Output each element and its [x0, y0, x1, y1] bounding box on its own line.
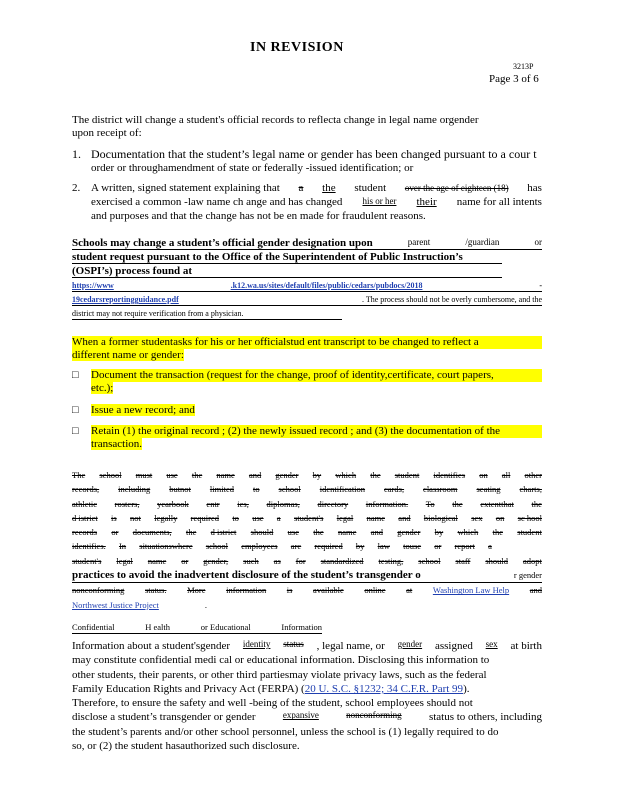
heading-word: H ealth [145, 622, 171, 632]
deleted-row-5 [72, 525, 542, 539]
deleted-word: and [529, 585, 542, 596]
deleted-word: name [337, 527, 357, 538]
intro-paragraph [72, 114, 542, 140]
deleted-word: the [185, 527, 197, 538]
deleted-word: More [187, 585, 206, 596]
ferpa-citation-link[interactable]: 20 U. S.C. §1232; 34 C.F.R. Part 99 [304, 682, 464, 695]
deleted-word: legally [154, 512, 178, 523]
deleted-word: school [418, 555, 441, 566]
list-item-2-line-3: and purposes and that the change has not be en made for fraudulent reasons. [91, 210, 426, 222]
deleted-word: sc hool [517, 512, 542, 523]
deleted-word: limited [209, 484, 234, 495]
list-item-1-line-1: Documentation that the student’s legal name or gender has been changed pursuant to a cour t [91, 147, 537, 161]
bullet-icon: □ [72, 404, 79, 416]
deleted-word: such [243, 555, 259, 566]
deleted-word: biological [423, 512, 458, 523]
paragraph-text: , legal name, or [316, 640, 385, 652]
schools-text: district may not require verification from a physician. [72, 309, 244, 318]
paragraph-text: Family Education Rights and Privacy Act (FERPA) ( [72, 682, 305, 695]
inserted-text: gender [397, 639, 423, 649]
deleted-word: the [370, 470, 381, 480]
deleted-word: should [250, 527, 274, 538]
paragraph-text: Information about a student'sgender [72, 640, 231, 652]
deleted-word: as [273, 555, 281, 566]
deleted-word: including [118, 484, 151, 495]
deleted-row-2 [72, 482, 542, 496]
deleted-word: required [314, 541, 343, 552]
deleted-word: or [111, 527, 119, 538]
deleted-text: nonconforming [346, 710, 402, 721]
deleted-word: To [425, 498, 435, 509]
transcript-intro [72, 336, 542, 362]
confidential-line-6 [72, 710, 542, 724]
deleted-word: gender [397, 527, 421, 538]
deleted-word: d istrict [210, 527, 237, 538]
list-item-2-number: 2. [72, 182, 81, 194]
deleted-word: other [524, 470, 542, 480]
schools-url-line [72, 280, 542, 292]
deleted-word: entr [206, 498, 220, 509]
deleted-word: diplomas, [266, 498, 300, 509]
deleted-word: online [364, 585, 386, 596]
deleted-word: school [278, 484, 301, 495]
list-item-2-line-1 [91, 182, 542, 195]
schools-small-text: /guardian [465, 237, 500, 247]
deleted-word: directory [317, 498, 349, 509]
paragraph-text: ). [463, 682, 470, 695]
deleted-word: name [366, 512, 385, 523]
deleted-word: identifies [433, 470, 466, 480]
deleted-row-1 [72, 468, 542, 482]
schools-small-text: or [534, 237, 542, 247]
deleted-word: ies, [237, 498, 249, 509]
deleted-word: name [216, 470, 235, 480]
transcript-intro-line-2: different name or gender: [72, 349, 184, 361]
deleted-word: yearbook [157, 498, 189, 509]
deleted-word: use [287, 527, 299, 538]
deleted-word: cards, [384, 484, 405, 495]
paragraph-text: status to others, including [428, 711, 542, 724]
deleted-word: use [166, 470, 178, 480]
page-title: IN REVISION [250, 40, 344, 55]
inserted-text: identity [242, 639, 271, 649]
deleted-word: is [111, 512, 117, 523]
deleted-word: and [248, 470, 262, 480]
deleted-word: at [406, 585, 413, 596]
deleted-word: student's [72, 555, 102, 566]
period: . [204, 599, 207, 610]
list-item-2-text-e: name for all intents [456, 196, 542, 208]
intro-line-1: The district will change a student's official records to reflecta change in legal name orgender [72, 114, 479, 126]
bullet-item-1 [91, 369, 542, 395]
bullet-item-3 [91, 425, 542, 451]
deleted-word: and [398, 512, 411, 523]
deleted-word: use [252, 512, 264, 523]
deleted-word: which [335, 470, 357, 480]
deleted-word: and [370, 527, 383, 538]
inserted-bold-text: practices to avoid the inadvertent disclosure of the student’s transgender o [72, 569, 421, 582]
deleted-word: the [452, 498, 463, 509]
confidential-line-1 [72, 639, 542, 653]
deleted-word: rosters, [114, 498, 140, 509]
deleted-word: report [454, 541, 475, 552]
deleted-word: the [313, 527, 324, 538]
deleted-word: on [495, 512, 505, 523]
deleted-word: to [252, 484, 260, 495]
deleted-word: student's [294, 512, 324, 523]
schools-line-1 [72, 237, 542, 250]
confidential-line-3: other students, their parents, or other third partiesmay violate privacy laws, such as the federal [72, 668, 487, 681]
deleted-word: legal [336, 512, 354, 523]
deleted-word: butnot [169, 484, 191, 495]
deleted-word: name [147, 555, 167, 566]
schools-line-3: (OSPI’s) process found at [72, 265, 502, 278]
paragraph-text: disclose a student’s transgender or gender [72, 711, 256, 724]
bullet-item-1-line-2: etc.); [91, 382, 114, 394]
schools-line-5 [72, 308, 342, 320]
deleted-word: is [286, 585, 293, 596]
northwest-justice-project-link[interactable]: Northwest Justice Project [72, 599, 159, 610]
paragraph-text: assigned [434, 640, 473, 652]
deleted-word: to [232, 512, 239, 523]
ospi-link-part[interactable]: 19cedarsreportingguidance.pdf [72, 295, 179, 304]
deleted-word: student [394, 470, 420, 480]
list-item-2-text-c: has [527, 182, 542, 194]
deleted-row-6 [72, 539, 492, 553]
deleted-word: by [434, 527, 444, 538]
schools-line-2: student request pursuant to the Office of the Superintendent of Public Instruction’s [72, 251, 502, 264]
confidential-heading [72, 622, 322, 634]
deleted-text: over the age of eighteen (18) [404, 183, 509, 193]
heading-word: or Educational [200, 622, 251, 632]
bullet-item-2 [91, 404, 195, 417]
schools-text: Schools may change a student’s official gender designation upon [72, 237, 373, 249]
deleted-word: staff [455, 555, 471, 566]
deleted-word: classroom [423, 484, 458, 495]
schools-text: . The process should not be overly cumbersome, and the [361, 295, 542, 304]
list-item-2-line-2 [91, 196, 542, 209]
list-item-1-line-2: order or throughamendment of state or federally -issued identification; or [91, 162, 414, 174]
bullet-item-1-line-1: Document the transaction (request for the change, proof of identity,certificate, court papers, [91, 369, 542, 382]
deleted-word: by [355, 541, 365, 552]
deleted-word: for [295, 555, 306, 566]
deleted-word: standardized [320, 555, 364, 566]
confidential-line-5: Therefore, to ensure the safety and well -being of the student, school employees should not [72, 697, 473, 710]
deleted-word: The [72, 470, 86, 480]
deleted-word: should [485, 555, 508, 566]
deleted-text: a [298, 182, 304, 194]
deleted-word: seating [476, 484, 501, 495]
deleted-word: or [434, 541, 442, 552]
deleted-text: status [283, 639, 304, 649]
deleted-row-8 [72, 568, 542, 583]
deleted-word: gender [275, 470, 299, 480]
deleted-word: information [226, 585, 267, 596]
bullet-item-3-line-1: Retain (1) the original record ; (2) the newly issued record ; and (3) the documentation of the [91, 425, 542, 438]
deleted-row-3 [72, 497, 542, 511]
bullet-item-2-text: Issue a new record; and [91, 404, 195, 416]
deleted-word: touse [403, 541, 422, 552]
list-item-2-text-d: exercised a common -law name ch ange and has changed [91, 196, 343, 208]
deleted-word: not [130, 512, 141, 523]
ospi-link-part[interactable]: https://www [72, 281, 114, 290]
deleted-row-9 [72, 583, 542, 597]
deleted-word: adopt [522, 555, 542, 566]
list-item-2-text-a: A written, signed statement explaining that [91, 182, 280, 194]
deleted-word: all [501, 470, 511, 480]
deleted-word: records [72, 527, 98, 538]
deleted-word: which [457, 527, 479, 538]
bullet-icon: □ [72, 369, 79, 381]
deleted-word: documents, [132, 527, 172, 538]
deleted-word: In [118, 541, 127, 552]
deleted-word: the [492, 527, 503, 538]
deleted-row-4 [72, 511, 542, 525]
inserted-text: sex [485, 639, 498, 649]
deleted-word: available [313, 585, 344, 596]
page-number: Page 3 of 6 [489, 73, 539, 85]
deleted-word: identifies. [72, 541, 106, 552]
deleted-word: d istrict [72, 512, 98, 523]
deleted-word: must [135, 470, 153, 480]
bullet-item-3-line-2: transaction. [91, 438, 143, 450]
policy-number: 3213P [513, 62, 534, 71]
deleted-word: status. [145, 585, 167, 596]
inserted-text: expansive [282, 710, 319, 721]
deleted-word: by [312, 470, 322, 480]
deleted-word: situationswhere [139, 541, 193, 552]
confidential-paragraph [72, 639, 542, 753]
deleted-word: charts, [519, 484, 542, 495]
ospi-link-part: - [539, 281, 542, 290]
deleted-word: extentthat [480, 498, 514, 509]
intro-line-2: upon receipt of: [72, 127, 142, 139]
confidential-line-4 [72, 682, 542, 696]
deleted-word: are [290, 541, 302, 552]
inserted-text: their [416, 196, 437, 208]
schools-small-text: parent [407, 237, 431, 247]
inserted-text: his or her [362, 196, 397, 206]
deleted-row-7 [72, 554, 542, 568]
list-item-1-number: 1. [72, 147, 81, 161]
washington-law-help-link[interactable]: Washington Law Help [432, 585, 510, 596]
deleted-word: required [190, 512, 219, 523]
deleted-word: student [517, 527, 542, 538]
deleted-word: or [181, 555, 189, 566]
deleted-word: employees [241, 541, 278, 552]
schools-line-4 [72, 294, 542, 306]
heading-word: Information [281, 622, 322, 632]
deleted-word: gender, [203, 555, 229, 566]
deleted-word: a [488, 541, 492, 552]
deleted-word: information. [365, 498, 409, 509]
deleted-word: the [191, 470, 203, 480]
deleted-word: school [205, 541, 229, 552]
deleted-word: athletic [72, 498, 98, 509]
deleted-row-10 [72, 598, 207, 612]
confidential-line-2: may constitute confidential medi cal or educational information. Disclosing this information to [72, 654, 490, 667]
deleted-word: identification [319, 484, 366, 495]
deleted-word: nonconforming [72, 585, 125, 596]
inserted-small-text: r gender [513, 570, 542, 581]
deleted-word: law [377, 541, 390, 552]
deleted-word: testing, [378, 555, 404, 566]
ospi-link-part[interactable]: .k12.wa.us/sites/default/files/public/cedars/pubdocs/2018 [230, 281, 423, 290]
transcript-intro-line-1: When a former studentasks for his or her officialstud ent transcript to be changed to reflect a [72, 336, 542, 349]
deleted-paragraph [72, 468, 542, 612]
list-item-2-text-b: student [354, 182, 387, 194]
confidential-line-8: so, or (2) the student hasauthorized such disclosure. [72, 740, 300, 753]
deleted-word: records, [72, 484, 100, 495]
deleted-word: the [531, 498, 542, 509]
bullet-icon: □ [72, 425, 79, 437]
confidential-line-7: the student’s parents and/or other school personnel, unless the school is (1) legally required to do [72, 725, 499, 738]
inserted-text: the [322, 182, 336, 194]
deleted-word: a [276, 512, 281, 523]
deleted-word: on [479, 470, 488, 480]
paragraph-text: at birth [510, 640, 542, 652]
deleted-word: school [99, 470, 122, 480]
deleted-word: sex [471, 512, 483, 523]
heading-word: Confidential [72, 622, 115, 632]
deleted-word: legal [116, 555, 133, 566]
